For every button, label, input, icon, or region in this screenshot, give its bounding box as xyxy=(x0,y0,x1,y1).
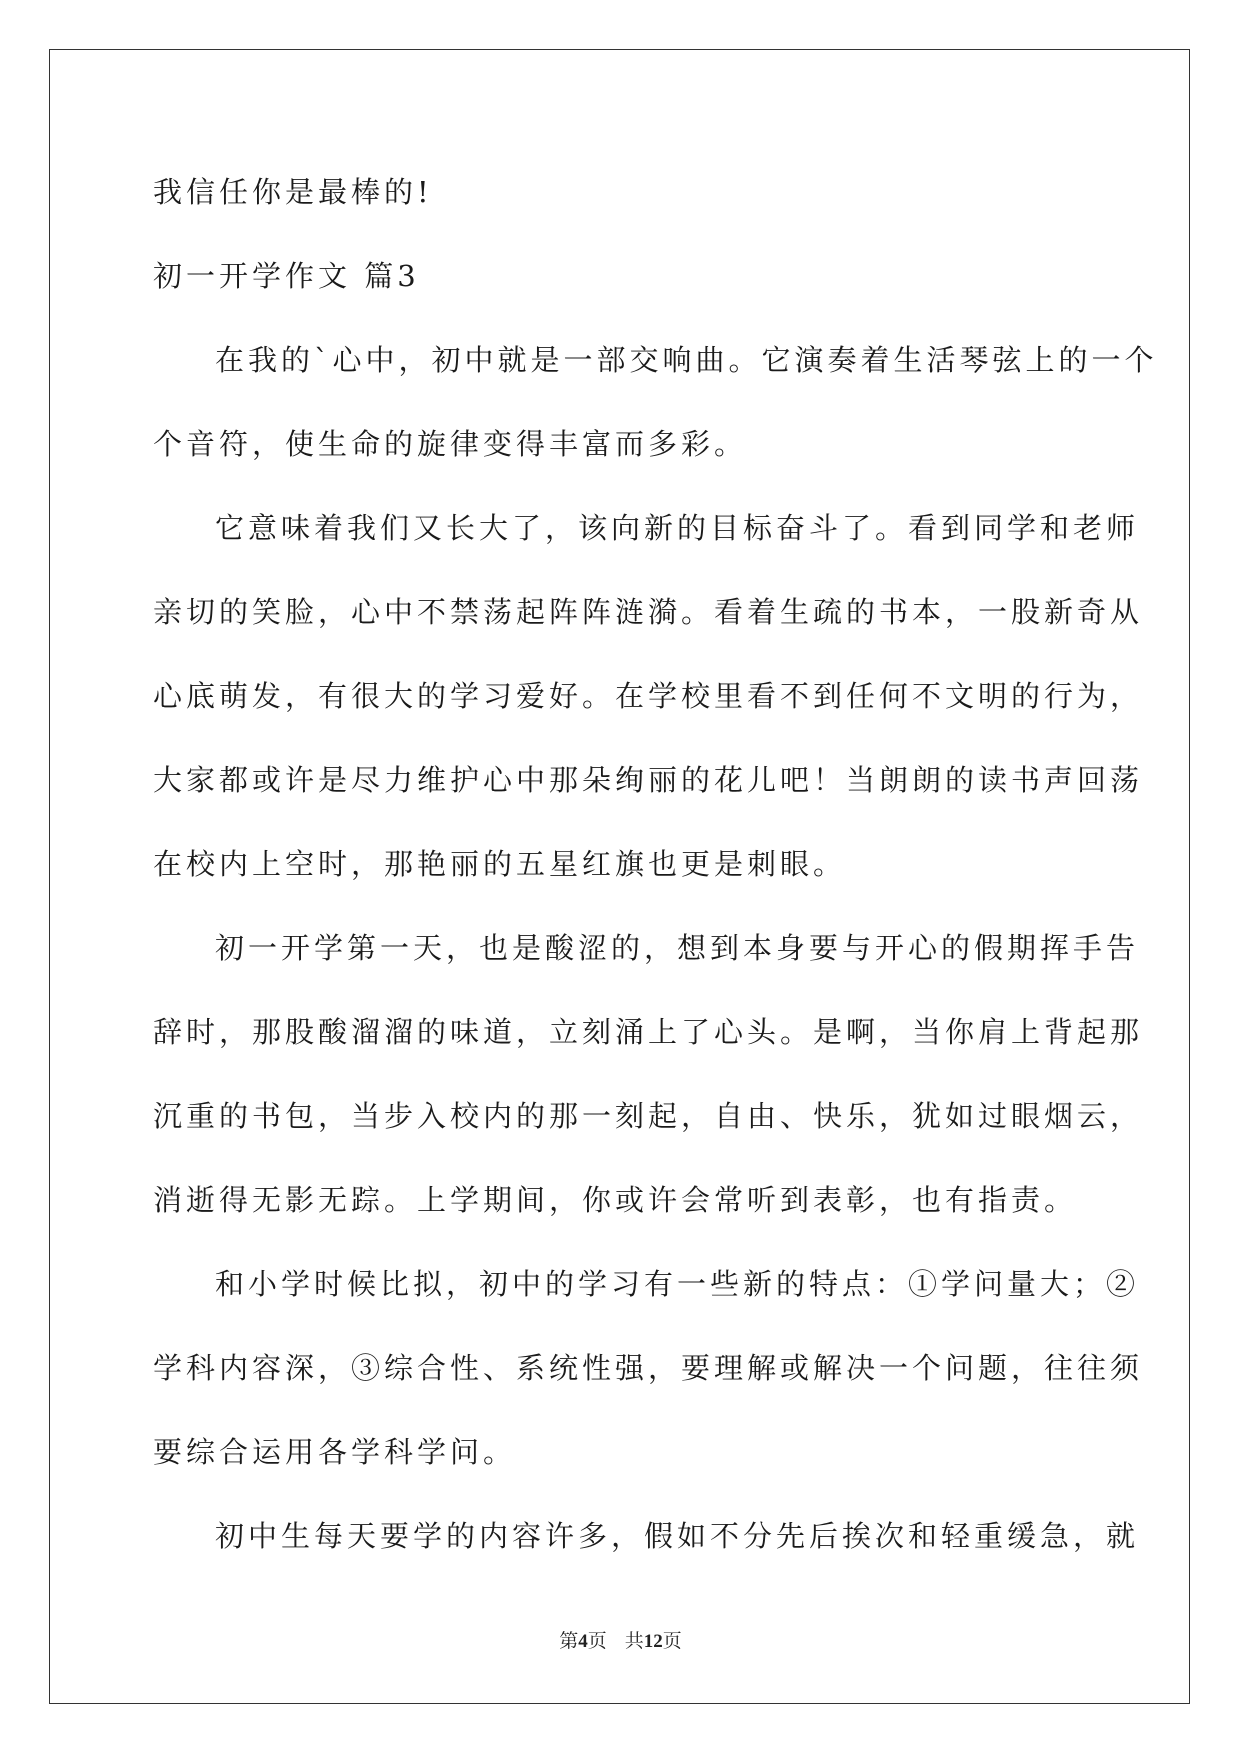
document-body xyxy=(153,150,1158,1578)
section-heading: 初一开学作文 篇3 xyxy=(153,259,420,293)
paragraph-line: 初中生每天要学的内容许多，假如不分先后挨次和轻重缓急，就 xyxy=(215,1519,1140,1553)
paragraph-line: 大家都或许是尽力维护心中那朵绚丽的花儿吧！当朗朗的读书声回荡 xyxy=(153,763,1144,797)
paragraph-line: 它意味着我们又长大了，该向新的目标奋斗了。看到同学和老师 xyxy=(215,511,1140,545)
paragraph-line: 心底萌发，有很大的学习爱好。在学校里看不到任何不文明的行为， xyxy=(153,679,1144,713)
total-prefix: 共 xyxy=(624,1631,644,1652)
total-pages: 12 xyxy=(643,1631,663,1652)
paragraph-line: 和小学时候比拟，初中的学习有一些新的特点：①学问量大；② xyxy=(215,1267,1140,1301)
paragraph-line: 要综合运用各学科学问。 xyxy=(153,1435,517,1469)
paragraph-line: 初一开学第一天，也是酸涩的，想到本身要与开心的假期挥手告 xyxy=(215,931,1140,965)
paragraph-line: 消逝得无影无踪。上学期间，你或许会常听到表彰，也有指责。 xyxy=(153,1183,1078,1217)
paragraph-line: 沉重的书包，当步入校内的那一刻起，自由、快乐，犹如过眼烟云， xyxy=(153,1099,1144,1133)
page-prefix: 第 xyxy=(559,1631,579,1652)
total-suffix: 页 xyxy=(662,1631,682,1652)
paragraph-line: 在我的`心中，初中就是一部交响曲。它演奏着生活琴弦上的一个 xyxy=(215,343,1158,377)
page-suffix: 页 xyxy=(587,1631,607,1652)
text-line: 我信任你是最棒的! xyxy=(153,175,433,209)
page-number: 4 xyxy=(578,1631,588,1652)
page-footer xyxy=(0,1626,1241,1653)
paragraph-line: 在校内上空时，那艳丽的五星红旗也更是刺眼。 xyxy=(153,847,847,881)
paragraph-line: 辞时，那股酸溜溜的味道，立刻涌上了心头。是啊，当你肩上背起那 xyxy=(153,1015,1144,1049)
paragraph-line: 亲切的笑脸，心中不禁荡起阵阵涟漪。看着生疏的书本，一股新奇从 xyxy=(153,595,1144,629)
paragraph-line: 学科内容深，③综合性、系统性强，要理解或解决一个问题，往往须 xyxy=(153,1351,1144,1385)
paragraph-line: 个音符，使生命的旋律变得丰富而多彩。 xyxy=(153,427,748,461)
